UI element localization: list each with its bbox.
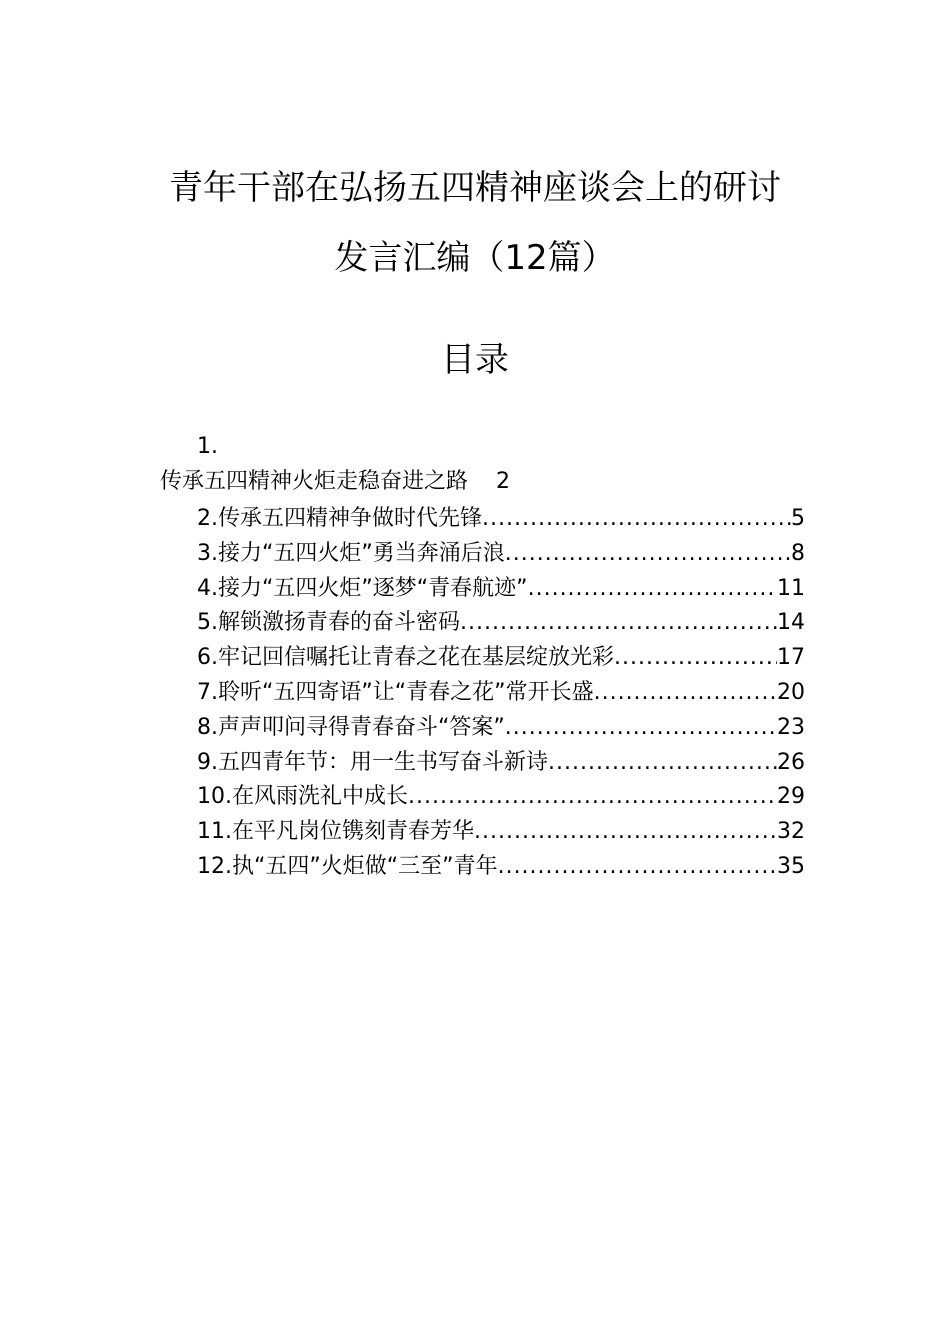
- toc-entry-label: 9.五四青年节：用一生书写奋斗新诗: [197, 749, 548, 775]
- toc-entry-4[interactable]: [197, 572, 805, 607]
- toc-entry-label: 6.牢记回信嘱托让青春之花在基层绽放光彩: [197, 645, 614, 671]
- document-title-line-2: 发言汇编（12篇）: [334, 238, 616, 278]
- toc-heading: 目录: [441, 340, 509, 380]
- document-title-line-1: 青年干部在弘扬五四精神座谈会上的研讨: [169, 168, 781, 208]
- toc-entry-page-number: 23: [777, 714, 805, 740]
- dot-leader: [498, 850, 777, 884]
- toc-entry-3[interactable]: [197, 537, 805, 572]
- toc-list: [197, 502, 805, 885]
- dot-leader: [614, 641, 777, 675]
- toc-entry-label: 传承五四精神火炬走稳奋进之路: [160, 469, 469, 494]
- dot-leader: [460, 606, 777, 640]
- toc-entry-6[interactable]: [197, 641, 805, 676]
- dot-leader: [505, 537, 791, 571]
- toc-entry-5[interactable]: [197, 606, 805, 641]
- toc-entry-page-number: 32: [777, 819, 805, 845]
- dot-leader: [548, 746, 777, 780]
- toc-entry-page-number: 2: [496, 469, 511, 494]
- toc-entry-page-number: 8: [791, 540, 805, 566]
- toc-entry-8[interactable]: [197, 711, 805, 746]
- toc-entry-label: 8.声声叩问寻得青春奋斗“答案”: [197, 714, 505, 740]
- toc-entry-page-number: 20: [777, 679, 805, 705]
- toc-entry-page-number: 29: [777, 784, 805, 810]
- toc-entry-label: 10.在风雨洗礼中成长: [197, 784, 408, 810]
- toc-entry-page-number: 35: [777, 853, 805, 879]
- dot-leader: [528, 572, 777, 606]
- toc-entry-1[interactable]: [160, 468, 510, 496]
- toc-entry-label: 2.传承五四精神争做时代先锋: [197, 506, 482, 531]
- toc-entry-9[interactable]: [197, 746, 805, 781]
- toc-entry-label: 4.接力“五四火炬”逐梦“青春航迹”: [197, 575, 528, 601]
- dot-leader: [482, 502, 791, 536]
- toc-entry-12[interactable]: [197, 850, 805, 885]
- toc-entry-1-number: 1.: [197, 434, 218, 459]
- toc-entry-page-number: 17: [777, 645, 805, 671]
- toc-entry-page-number: 11: [777, 575, 805, 601]
- dot-leader: [505, 711, 777, 745]
- dot-leader: [594, 676, 777, 710]
- dot-leader: [408, 780, 777, 814]
- toc-entry-10[interactable]: [197, 780, 805, 815]
- toc-entry-page-number: 14: [777, 610, 805, 636]
- toc-entry-7[interactable]: [197, 676, 805, 711]
- toc-entry-2[interactable]: [197, 502, 805, 537]
- dot-leader: [474, 815, 777, 849]
- toc-entry-label: 11.在平凡岗位镌刻青春芳华: [197, 819, 474, 845]
- toc-entry-label: 3.接力“五四火炬”勇当奔涌后浪: [197, 540, 505, 566]
- toc-entry-page-number: 26: [777, 749, 805, 775]
- toc-entry-11[interactable]: [197, 815, 805, 850]
- toc-entry-label: 5.解锁激扬青春的奋斗密码: [197, 610, 460, 636]
- toc-entry-label: 7.聆听“五四寄语”让“青春之花”常开长盛: [197, 679, 594, 705]
- toc-entry-label: 12.执“五四”火炬做“三至”青年: [197, 853, 498, 879]
- toc-entry-page-number: 5: [791, 506, 805, 531]
